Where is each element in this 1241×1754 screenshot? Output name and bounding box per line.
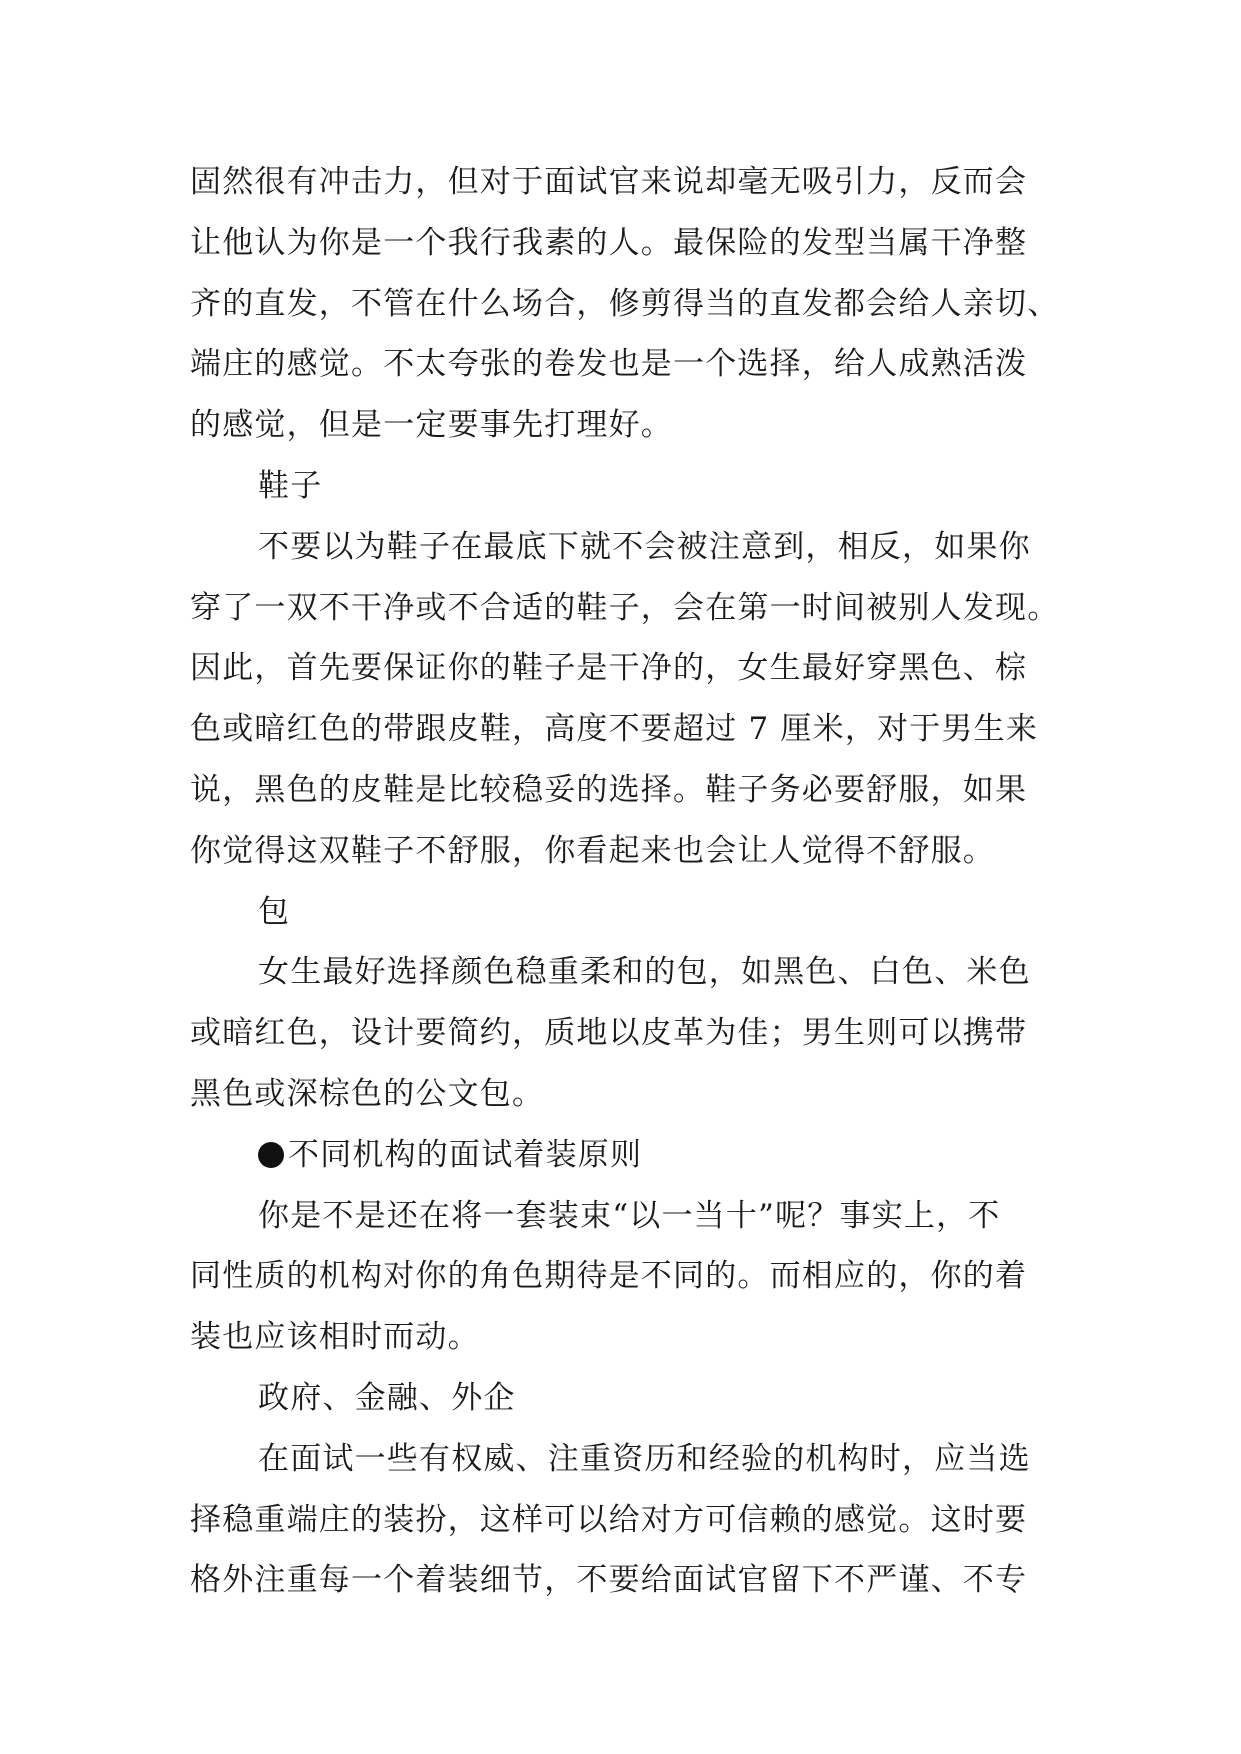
document-page: [190, 152, 1060, 1611]
paragraph-line: 同性质的机构对你的角色期待是不同的。而相应的，你的着: [190, 1258, 1028, 1295]
paragraph-line: 格外注重每一个着装细节，不要给面试官留下不严谨、不专: [190, 1562, 1028, 1599]
paragraph-line: 在面试一些有权威、注重资历和经验的机构时，应当选: [258, 1440, 1031, 1477]
paragraph-line: 穿了一双不干净或不合适的鞋子，会在第一时间被别人发现。: [190, 589, 1060, 626]
paragraph-line: 装也应该相时而动。: [190, 1319, 480, 1356]
section-heading-institutions: 政府、金融、外企: [258, 1379, 516, 1416]
paragraph-line: 因此，首先要保证你的鞋子是干净的，女生最好穿黑色、棕: [190, 650, 1028, 687]
paragraph-line: 的感觉，但是一定要事先打理好。: [190, 407, 673, 444]
paragraph-line: 说，黑色的皮鞋是比较稳妥的选择。鞋子务必要舒服，如果: [190, 771, 1028, 808]
paragraph-line: 端庄的感觉。不太夸张的卷发也是一个选择，给人成熟活泼: [190, 346, 1028, 383]
paragraph-line: 你是不是还在将一套装束“以一当十”呢？事实上，不: [258, 1197, 1001, 1234]
paragraph-line: 女生最好选择颜色稳重柔和的包，如黑色、白色、米色: [258, 954, 1031, 991]
bullet-dot-icon: [258, 1142, 284, 1168]
paragraph-line: 齐的直发，不管在什么场合，修剪得当的直发都会给人亲切、: [190, 285, 1060, 322]
paragraph-line: 你觉得这双鞋子不舒服，你看起来也会让人觉得不舒服。: [190, 832, 995, 869]
paragraph-line: 固然很有冲击力，但对于面试官来说却毫无吸引力，反而会: [190, 164, 1028, 200]
paragraph-line: 择稳重端庄的装扮，这样可以给对方可信赖的感觉。这时要: [190, 1501, 1028, 1538]
bullet-heading-text: 不同机构的面试着装原则: [288, 1136, 643, 1173]
section-heading-bag: 包: [258, 893, 291, 930]
paragraph-line: 不要以为鞋子在最底下就不会被注意到，相反，如果你: [258, 528, 1031, 565]
paragraph-line: 色或暗红色的带跟皮鞋，高度不要超过 7 厘米，对于男生来: [190, 711, 1039, 748]
paragraph-line: 让他认为你是一个我行我素的人。最保险的发型当属干净整: [190, 224, 1028, 261]
paragraph-line: 或暗红色，设计要简约，质地以皮革为佳；男生则可以携带: [190, 1015, 1028, 1052]
paragraph-line: 黑色或深棕色的公文包。: [190, 1075, 545, 1112]
section-heading-shoes: 鞋子: [258, 467, 323, 504]
bullet-heading: [190, 1125, 1050, 1186]
